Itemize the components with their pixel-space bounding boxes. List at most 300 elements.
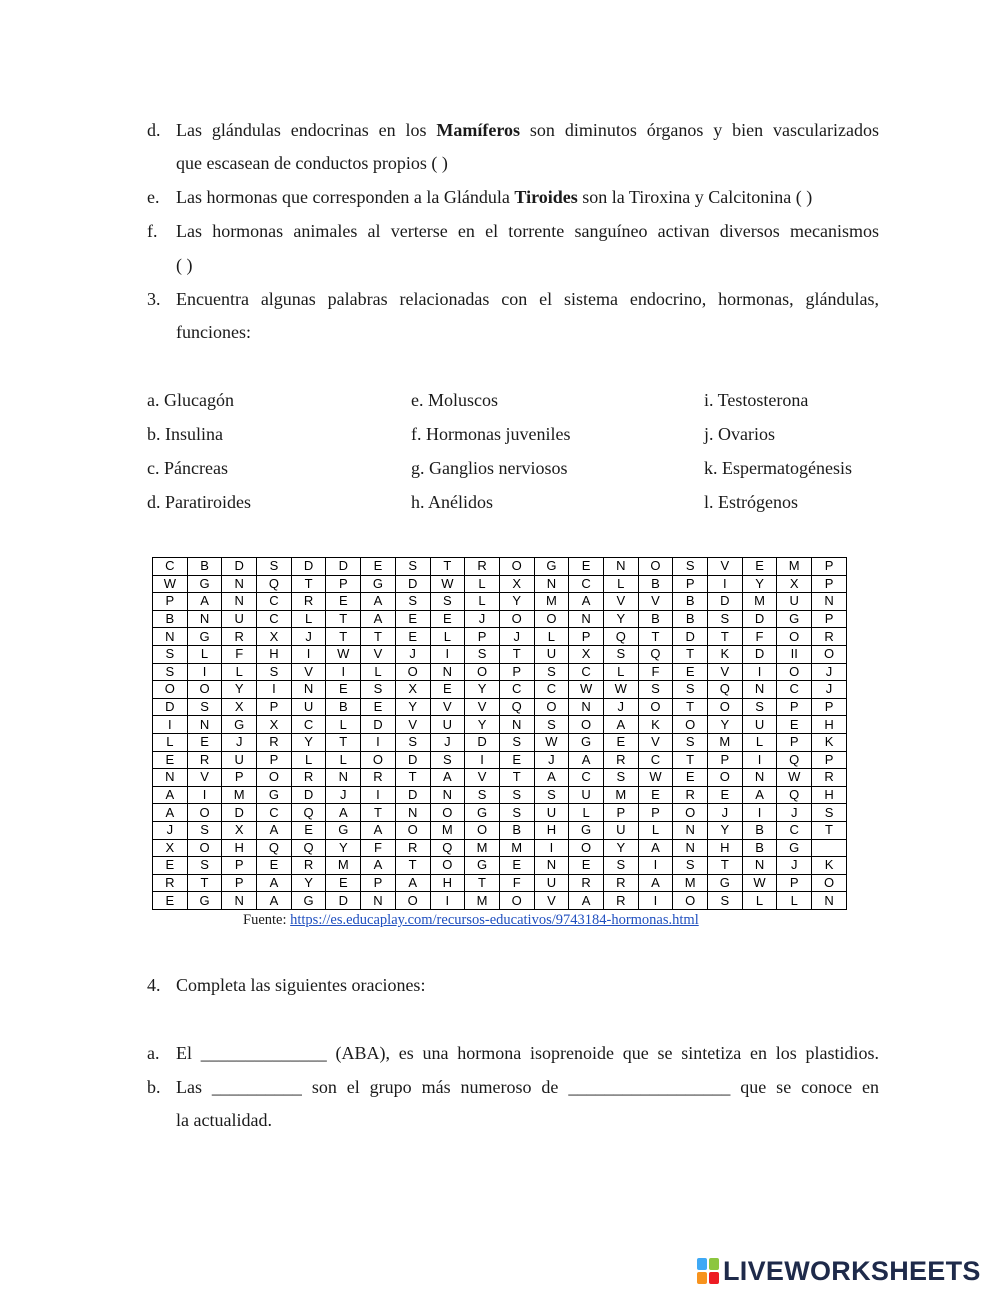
grid-cell: R [673, 786, 708, 804]
grid-cell: T [708, 628, 743, 646]
grid-cell: A [326, 804, 361, 822]
grid-cell: Y [465, 681, 500, 699]
grid-cell: S [673, 681, 708, 699]
grid-cell: A [638, 874, 673, 892]
grid-cell: H [812, 786, 847, 804]
grid-cell: I [430, 892, 465, 910]
grid-cell: D [465, 733, 500, 751]
section-3-text: Encuentra algunas palabras relacionadas con el sistema endocrino, hormonas, glándulas, [176, 289, 879, 309]
grid-cell: E [153, 892, 188, 910]
grid-cell: S [465, 786, 500, 804]
grid-cell: O [638, 698, 673, 716]
grid-cell: L [222, 663, 257, 681]
grid-cell: G [534, 558, 569, 576]
grid-cell: W [153, 575, 188, 593]
grid-cell: G [187, 628, 222, 646]
grid-row [153, 857, 847, 875]
word-list-column-2 [411, 389, 570, 525]
grid-row [153, 628, 847, 646]
grid-cell: S [534, 716, 569, 734]
grid-cell: P [326, 575, 361, 593]
grid-cell: U [534, 874, 569, 892]
word-list-item: g. Ganglios nerviosos [411, 458, 568, 478]
item-e-marker: e. [147, 187, 160, 207]
grid-cell: G [291, 892, 326, 910]
grid-cell: A [534, 769, 569, 787]
grid-cell: V [603, 593, 638, 611]
grid-cell: A [638, 839, 673, 857]
grid-cell: M [326, 857, 361, 875]
item-d-text: Las glándulas endocrinas en los Mamíferos son diminutos órganos y bien vascularizados [176, 120, 879, 140]
grid-cell: G [569, 733, 604, 751]
grid-cell: N [430, 663, 465, 681]
grid-cell: I [361, 733, 396, 751]
grid-cell: O [187, 681, 222, 699]
grid-cell: S [603, 769, 638, 787]
grid-cell: E [673, 769, 708, 787]
item-f-marker: f. [147, 221, 158, 241]
grid-cell: M [742, 593, 777, 611]
section-4-marker: 4. [147, 975, 161, 995]
grid-cell: E [291, 821, 326, 839]
grid-cell: O [499, 892, 534, 910]
grid-cell: A [257, 874, 292, 892]
grid-cell: S [708, 610, 743, 628]
grid-cell: O [257, 769, 292, 787]
logo-text: LIVEWORKSHEETS [723, 1255, 981, 1286]
grid-cell: X [257, 716, 292, 734]
grid-cell: C [534, 681, 569, 699]
grid-cell: P [777, 733, 812, 751]
grid-cell: G [187, 892, 222, 910]
grid-cell: T [673, 751, 708, 769]
grid-cell: Q [777, 786, 812, 804]
grid-cell: M [777, 558, 812, 576]
grid-cell: B [742, 839, 777, 857]
grid-cell: P [222, 874, 257, 892]
grid-cell: I [742, 663, 777, 681]
grid-cell: Y [708, 716, 743, 734]
grid-cell: A [395, 874, 430, 892]
grid-cell: F [361, 839, 396, 857]
grid-cell: L [187, 645, 222, 663]
grid-cell: N [742, 681, 777, 699]
grid-cell: N [673, 821, 708, 839]
grid-cell: S [187, 821, 222, 839]
grid-cell: N [291, 681, 326, 699]
grid-cell: Q [291, 804, 326, 822]
word-search-grid [152, 557, 847, 910]
grid-cell: A [361, 821, 396, 839]
item-f-text: Las hormonas animales al verterse en el torrente sanguíneo activan diversos mecanismos [176, 221, 879, 241]
grid-cell: A [361, 593, 396, 611]
grid-cell: X [569, 645, 604, 663]
item-4b-text: Las __________ son el grupo más numeroso de __________________ que se conoce en [176, 1077, 879, 1097]
grid-cell: D [153, 698, 188, 716]
grid-cell: S [812, 804, 847, 822]
grid-cell: W [603, 681, 638, 699]
grid-cell: M [465, 892, 500, 910]
grid-cell [812, 839, 847, 857]
grid-cell: N [569, 610, 604, 628]
grid-cell: G [708, 874, 743, 892]
logo-tile [709, 1272, 719, 1284]
grid-cell: A [569, 593, 604, 611]
grid-cell: T [395, 769, 430, 787]
grid-cell: P [777, 874, 812, 892]
grid-cell: W [326, 645, 361, 663]
grid-cell: V [465, 698, 500, 716]
grid-cell: O [395, 821, 430, 839]
grid-cell: N [603, 558, 638, 576]
grid-cell: P [812, 610, 847, 628]
grid-cell: V [638, 593, 673, 611]
grid-cell: P [257, 698, 292, 716]
grid-cell: P [638, 804, 673, 822]
grid-cell: G [777, 610, 812, 628]
grid-cell: O [187, 839, 222, 857]
grid-cell: S [603, 645, 638, 663]
grid-cell: N [187, 610, 222, 628]
grid-cell: S [430, 593, 465, 611]
grid-cell: U [534, 645, 569, 663]
word-list-item: l. Estrógenos [704, 492, 798, 512]
grid-cell: J [430, 733, 465, 751]
grid-cell: T [708, 857, 743, 875]
grid-cell: P [153, 593, 188, 611]
grid-cell: S [395, 593, 430, 611]
grid-cell: T [326, 733, 361, 751]
grid-cell: A [603, 716, 638, 734]
grid-cell: E [361, 698, 396, 716]
grid-cell: N [812, 593, 847, 611]
grid-cell: Q [257, 839, 292, 857]
grid-cell: J [534, 751, 569, 769]
grid-cell: M [499, 839, 534, 857]
grid-cell: B [673, 593, 708, 611]
grid-cell: L [742, 733, 777, 751]
grid-cell: P [777, 698, 812, 716]
grid-cell: E [153, 751, 188, 769]
grid-row [153, 645, 847, 663]
grid-cell: J [603, 698, 638, 716]
grid-cell: Q [499, 698, 534, 716]
grid-cell: S [534, 786, 569, 804]
grid-cell: R [222, 628, 257, 646]
grid-cell: T [430, 558, 465, 576]
grid-cell: X [222, 821, 257, 839]
grid-cell: E [569, 857, 604, 875]
grid-cell: O [708, 698, 743, 716]
grid-cell: E [430, 681, 465, 699]
grid-cell: F [222, 645, 257, 663]
grid-cell: Y [291, 874, 326, 892]
grid-cell: V [361, 645, 396, 663]
grid-cell: P [361, 874, 396, 892]
grid-cell: O [395, 892, 430, 910]
grid-cell: E [361, 558, 396, 576]
grid-cell: P [603, 804, 638, 822]
grid-cell: H [708, 839, 743, 857]
grid-cell: M [222, 786, 257, 804]
grid-cell: R [257, 733, 292, 751]
source-label: Fuente: [243, 912, 291, 928]
grid-cell: I [708, 575, 743, 593]
grid-cell: V [430, 698, 465, 716]
grid-cell: J [326, 786, 361, 804]
grid-cell: X [499, 575, 534, 593]
logo-tile [709, 1258, 719, 1270]
grid-cell: A [257, 821, 292, 839]
grid-cell: G [361, 575, 396, 593]
grid-cell: W [430, 575, 465, 593]
grid-cell: N [187, 716, 222, 734]
grid-cell: H [534, 821, 569, 839]
grid-cell: S [499, 786, 534, 804]
grid-cell: O [430, 804, 465, 822]
grid-cell: A [742, 786, 777, 804]
grid-cell: S [361, 681, 396, 699]
grid-cell: D [395, 786, 430, 804]
grid-cell: T [361, 628, 396, 646]
grid-cell: T [812, 821, 847, 839]
grid-row [153, 751, 847, 769]
grid-cell: B [638, 610, 673, 628]
grid-cell: A [569, 751, 604, 769]
grid-cell: E [153, 857, 188, 875]
grid-cell: Y [742, 575, 777, 593]
grid-cell: L [430, 628, 465, 646]
grid-cell: V [534, 892, 569, 910]
grid-cell: S [153, 663, 188, 681]
grid-cell: X [777, 575, 812, 593]
grid-cell: O [465, 663, 500, 681]
grid-cell: O [708, 769, 743, 787]
grid-cell: V [708, 558, 743, 576]
grid-cell: B [187, 558, 222, 576]
grid-cell: L [291, 610, 326, 628]
grid-cell: V [187, 769, 222, 787]
grid-cell: Y [326, 839, 361, 857]
word-list-item: f. Hormonas juveniles [411, 424, 571, 444]
grid-cell: O [638, 558, 673, 576]
grid-cell: Y [395, 698, 430, 716]
grid-cell: N [534, 857, 569, 875]
grid-cell: N [812, 892, 847, 910]
grid-cell: G [257, 786, 292, 804]
grid-cell: T [395, 857, 430, 875]
grid-cell: Q [430, 839, 465, 857]
grid-cell: C [569, 769, 604, 787]
grid-cell: S [257, 663, 292, 681]
grid-cell: U [430, 716, 465, 734]
grid-cell: S [673, 558, 708, 576]
grid-cell: V [708, 663, 743, 681]
grid-cell: G [569, 821, 604, 839]
grid-cell: J [395, 645, 430, 663]
grid-cell: P [499, 663, 534, 681]
word-list-item: b. Insulina [147, 424, 223, 444]
grid-cell: E [326, 593, 361, 611]
grid-cell: E [742, 558, 777, 576]
grid-row [153, 610, 847, 628]
logo-icon [697, 1258, 719, 1284]
grid-cell: E [395, 610, 430, 628]
grid-cell: D [326, 892, 361, 910]
grid-cell: V [395, 716, 430, 734]
grid-cell: I [465, 751, 500, 769]
grid-cell: C [291, 716, 326, 734]
grid-cell: L [603, 663, 638, 681]
grid-cell: N [395, 804, 430, 822]
grid-cell: Y [291, 733, 326, 751]
item-f-continuation: ( ) [176, 255, 193, 275]
grid-row [153, 593, 847, 611]
grid-cell: E [395, 628, 430, 646]
grid-cell: L [326, 751, 361, 769]
grid-cell: L [291, 751, 326, 769]
logo-tile [697, 1272, 707, 1284]
grid-cell: N [569, 698, 604, 716]
grid-cell: Y [603, 610, 638, 628]
item-4b-continuation: la actualidad. [176, 1110, 272, 1130]
grid-cell: O [812, 645, 847, 663]
grid-cell: B [153, 610, 188, 628]
grid-cell: E [603, 733, 638, 751]
grid-cell: Q [257, 575, 292, 593]
grid-row [153, 786, 847, 804]
grid-cell: L [465, 575, 500, 593]
grid-cell: X [153, 839, 188, 857]
grid-cell: M [430, 821, 465, 839]
grid-cell: P [812, 558, 847, 576]
grid-cell: K [708, 645, 743, 663]
grid-cell: O [430, 857, 465, 875]
grid-cell: D [395, 575, 430, 593]
grid-cell: G [777, 839, 812, 857]
grid-cell: N [361, 892, 396, 910]
grid-cell: H [430, 874, 465, 892]
grid-cell: S [499, 733, 534, 751]
grid-cell: S [395, 558, 430, 576]
grid-cell: P [222, 769, 257, 787]
grid-cell: L [603, 575, 638, 593]
word-list-item: e. Moluscos [411, 390, 498, 410]
grid-cell: E [638, 786, 673, 804]
grid-cell: V [638, 733, 673, 751]
grid-cell: O [673, 804, 708, 822]
grid-cell: O [777, 628, 812, 646]
grid-row [153, 663, 847, 681]
grid-cell: R [153, 874, 188, 892]
grid-cell: U [291, 698, 326, 716]
grid-cell: U [777, 593, 812, 611]
liveworksheets-logo [697, 1255, 981, 1287]
grid-cell: T [465, 874, 500, 892]
grid-cell: I [638, 857, 673, 875]
grid-cell: B [742, 821, 777, 839]
grid-cell: M [708, 733, 743, 751]
grid-cell: D [395, 751, 430, 769]
grid-cell: D [291, 558, 326, 576]
grid-cell: D [291, 786, 326, 804]
grid-cell: N [499, 716, 534, 734]
grid-cell: S [153, 645, 188, 663]
grid-cell: P [812, 751, 847, 769]
grid-cell: L [534, 628, 569, 646]
grid-cell: F [742, 628, 777, 646]
grid-cell: R [291, 593, 326, 611]
grid-cell: O [812, 874, 847, 892]
section-3-continuation: funciones: [176, 322, 251, 342]
grid-row [153, 874, 847, 892]
grid-cell: Y [499, 593, 534, 611]
item-4b-marker: b. [147, 1077, 161, 1097]
grid-cell: K [812, 733, 847, 751]
grid-cell: U [742, 716, 777, 734]
grid-cell: C [777, 681, 812, 699]
item-d-continuation: que escasean de conductos propios ( ) [176, 153, 448, 173]
grid-cell: II [777, 645, 812, 663]
grid-cell: O [361, 751, 396, 769]
grid-cell: E [777, 716, 812, 734]
grid-cell: M [603, 786, 638, 804]
grid-cell: U [534, 804, 569, 822]
item-d-marker: d. [147, 120, 161, 140]
word-list-item: i. Testosterona [704, 390, 809, 410]
grid-cell: X [395, 681, 430, 699]
word-list-column-3 [704, 389, 852, 525]
grid-cell: H [257, 645, 292, 663]
grid-cell: O [569, 839, 604, 857]
grid-cell: C [257, 804, 292, 822]
grid-cell: N [222, 593, 257, 611]
grid-cell: R [812, 628, 847, 646]
grid-cell: B [499, 821, 534, 839]
grid-row [153, 698, 847, 716]
grid-cell: I [187, 663, 222, 681]
grid-cell: A [153, 804, 188, 822]
grid-cell: Y [465, 716, 500, 734]
grid-cell: N [222, 575, 257, 593]
grid-cell: T [326, 628, 361, 646]
grid-cell: S [534, 663, 569, 681]
grid-cell: J [153, 821, 188, 839]
grid-cell: Q [777, 751, 812, 769]
grid-cell: G [465, 857, 500, 875]
grid-cell: Q [708, 681, 743, 699]
grid-cell: I [187, 786, 222, 804]
grid-cell: B [326, 698, 361, 716]
grid-cell: I [291, 645, 326, 663]
word-list-column-1 [147, 389, 251, 525]
grid-row [153, 804, 847, 822]
grid-cell: G [465, 804, 500, 822]
grid-row [153, 839, 847, 857]
grid-cell: S [638, 681, 673, 699]
grid-cell: K [812, 857, 847, 875]
grid-cell: T [499, 645, 534, 663]
grid-cell: E [708, 786, 743, 804]
grid-cell: M [465, 839, 500, 857]
grid-cell: Y [222, 681, 257, 699]
grid-cell: W [569, 681, 604, 699]
source-link[interactable]: https://es.educaplay.com/recursos-educativos/9743184-hormonas.html [290, 912, 699, 928]
grid-row [153, 821, 847, 839]
grid-cell: O [777, 663, 812, 681]
grid-cell: J [465, 610, 500, 628]
grid-cell: U [603, 821, 638, 839]
